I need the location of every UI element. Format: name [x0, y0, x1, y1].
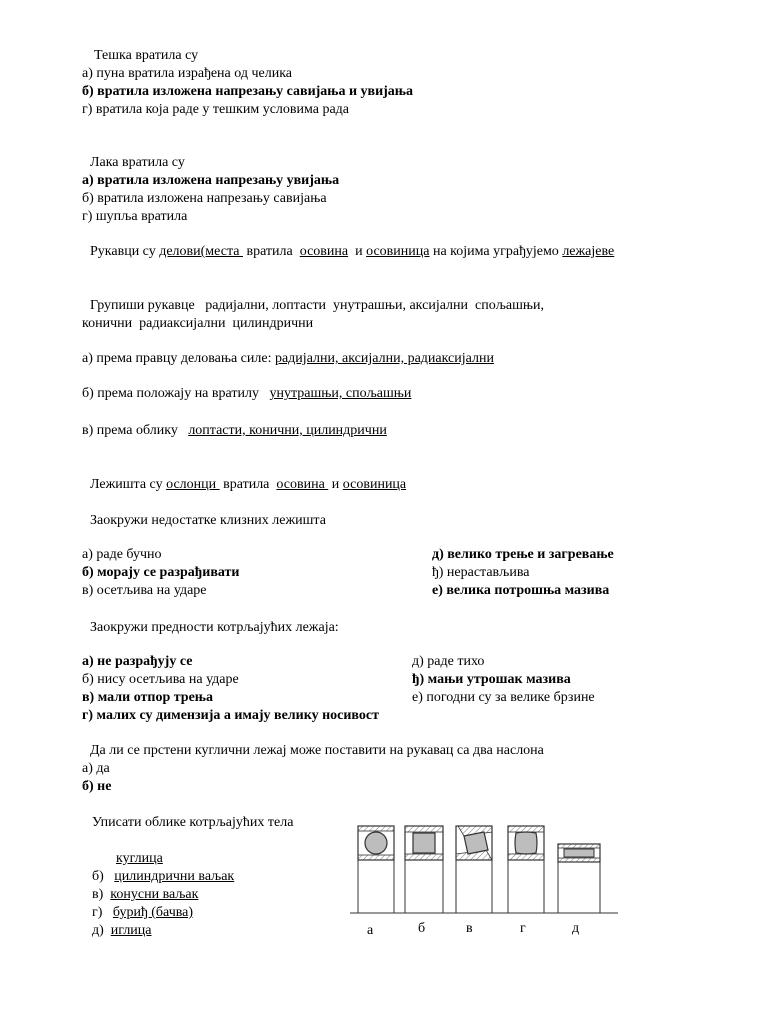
sliding-dis-option-e: е) велика потрошња мазива	[432, 583, 610, 598]
light-shafts-option-b: б) вратила изложена напрезању савијања	[82, 191, 327, 206]
group-task-b: б) према положају на вратилу унутрашњи, спољашњи	[82, 386, 412, 401]
group-task-line-1: Групиши рукавце радијални, лоптасти унутрашњи, аксијални спољашњи,	[90, 298, 545, 313]
group-task-a: а) према правцу деловања силе: радијални, аксијални, радиаксијални	[82, 351, 494, 366]
group-task-line-2: конични радиаксијални цилиндрични	[82, 316, 314, 331]
heavy-shafts-option-g: г) вратила која раде у тешким условима рада	[82, 102, 350, 117]
group-task-v-answer: лоптасти, конични, цилиндрични	[188, 423, 387, 438]
ball-bearing-icon	[358, 826, 394, 913]
rolling-adv-option-g: г) малих су димензија а имају велику носивост	[82, 708, 379, 723]
journals-definition: Рукавци су делови(места вратила осовина и осовиница на којима уграђујемо лежајеве	[90, 244, 615, 259]
rolling-bearings-drawing	[348, 818, 620, 918]
ball-bearing-question: Да ли се прстени куглични лежај може поставити на рукавац са два наслона	[90, 743, 544, 758]
sliding-dis-option-a: а) раде бучно	[82, 547, 162, 562]
light-shafts-title: Лака вратила су	[90, 155, 185, 170]
figure-label-g: г	[520, 921, 526, 936]
group-task-a-answer: радијални, аксијални, радиаксијални	[274, 351, 494, 366]
journals-answer-4: лежајеве	[562, 244, 615, 259]
light-shafts-option-g: г) шупља вратила	[82, 209, 188, 224]
light-shafts-option-a: а) вратила изложена напрезању увијања	[82, 173, 340, 188]
group-task-v: в) према облику лоптасти, конични, цилиндрични	[82, 423, 387, 438]
rolling-shape-b: б) цилиндрични ваљак	[92, 869, 235, 884]
rolling-bearings-figure	[348, 818, 620, 946]
rolling-shape-g: г) буриђ (бачва)	[92, 905, 194, 920]
sliding-disadvantages-title: Заокружи недостатке клизних лежишта	[90, 513, 326, 528]
heavy-shafts-option-b: б) вратила изложена напрезању савијања и увијања	[82, 84, 413, 99]
rolling-adv-option-d: д) раде тихо	[412, 654, 485, 669]
figure-label-b: б	[418, 921, 426, 936]
ball-bearing-option-a: а) да	[82, 761, 110, 776]
heavy-shafts-option-a: а) пуна вратила израђена од челика	[82, 66, 293, 81]
group-task-b-answer: унутрашњи, спољашњи	[269, 386, 412, 401]
bearings-answer-2: осовина	[276, 477, 329, 492]
rolling-advantages-title: Заокружи предности котрљајућих лежаја:	[90, 620, 339, 635]
journals-answer-3: осовиница	[366, 244, 430, 259]
rolling-shape-answer-g: буриђ (бачва)	[112, 905, 194, 920]
tapered-roller-bearing-icon	[456, 826, 492, 913]
rolling-shape-answer-b: цилиндрични ваљак	[114, 869, 235, 884]
cylindrical-roller-bearing-icon	[405, 826, 443, 913]
bearings-answer-3: осовиница	[342, 477, 407, 492]
figure-label-d: д	[572, 921, 580, 936]
needle-roller-bearing-icon	[558, 844, 600, 913]
rolling-shape-v: в) конусни ваљак	[92, 887, 199, 902]
rolling-adv-option-e: е) погодни су за велике брзине	[412, 690, 595, 705]
sliding-dis-option-v: в) осетљива на ударе	[82, 583, 207, 598]
sliding-dis-option-b: б) морају се разрађивати	[82, 565, 240, 580]
rolling-adv-option-a: а) не разрађују се	[82, 654, 193, 669]
figure-label-v: в	[466, 921, 473, 936]
rolling-adv-option-dj: ђ) мањи утрошак мазива	[412, 672, 571, 687]
bearings-definition: Лежишта су ослонци вратила осовина и осовиница	[90, 477, 407, 492]
bearings-answer-1: ослонци	[166, 477, 220, 492]
barrel-roller-bearing-icon	[508, 826, 544, 913]
sliding-dis-option-d: д) велико трење и загревање	[432, 547, 614, 562]
rolling-shapes-title: Уписати облике котрљајућих тела	[92, 815, 294, 830]
heavy-shafts-title: Тешка вратила су	[94, 48, 199, 63]
rolling-adv-option-v: в) мали отпор трења	[82, 690, 213, 705]
journals-answer-2: осовина	[299, 244, 349, 259]
journals-answer-1: делови(места	[159, 244, 243, 259]
ball-bearing-option-b: б) не	[82, 779, 112, 794]
rolling-shape-d: д) иглица	[92, 923, 152, 938]
rolling-shape-answer-d: иглица	[110, 923, 152, 938]
figure-label-a: а	[367, 923, 374, 938]
rolling-shape-answer-a: куглица	[116, 851, 163, 866]
rolling-shape-answer-v: конусни ваљак	[110, 887, 199, 902]
rolling-adv-option-b: б) нисy осетљива на ударе	[82, 672, 239, 687]
sliding-dis-option-dj: ђ) нерастављива	[432, 565, 530, 580]
